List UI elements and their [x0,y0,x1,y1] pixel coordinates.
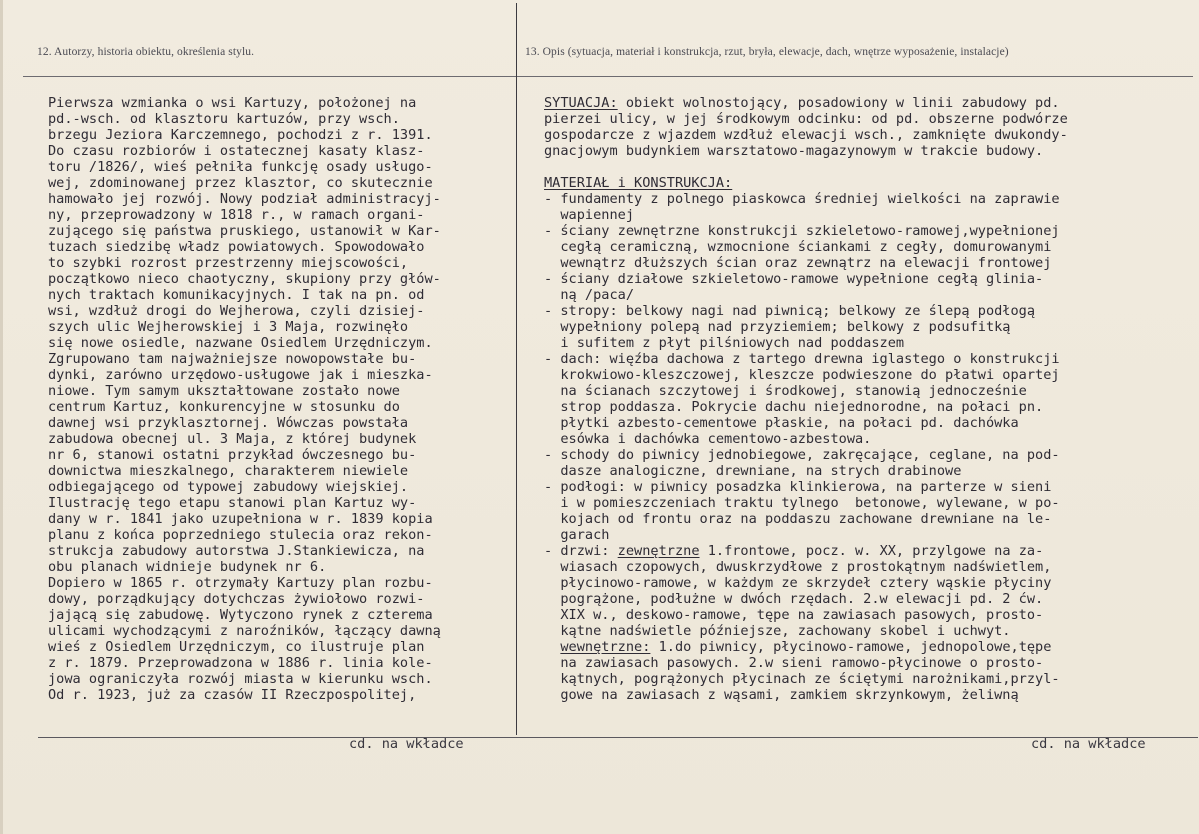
text-segment: - ściany zewnętrzne konstrukcji szkieletowo-ramowej,wypełnionej [544,223,1060,239]
description-line [544,111,1068,127]
history-line: wej, zdominowanej przez klasztor, co skutecznie [48,175,433,191]
column-divider [516,3,517,735]
text-segment: 1.frontowe, pocz. w. XX, przylgowe na za- [699,543,1044,559]
section-heading: wewnętrzne: [560,639,651,655]
text-segment: XIX w., deskowo-ramowe, tępe na zawiasach pasowych, prosto- [544,607,1044,623]
text-segment: wewnątrz dłuższych ścian oraz zewnątrz na elewacji frontowej [544,255,1052,271]
text-segment: - schody do piwnicy jednobiegowe, zakręcające, ceglane, na pod- [544,447,1060,463]
section-heading: zewnętrzne [617,543,700,559]
description-line [544,543,1068,559]
text-segment: ną /paca/ [544,287,635,303]
text-segment: - fundamenty z polnego piaskowca średniej wielkości na zaprawie [544,191,1060,207]
description-line [544,175,1068,191]
history-line: zującego się państwa pruskiego, ustanowił w Kar- [48,223,441,239]
history-line: tuzach siedzibę władz powiatowych. Spowodowało [48,239,425,255]
description-line [544,351,1068,367]
text-segment: krokwiowo-kleszczowej, kleszcze podwieszone do płatwi opartej [544,367,1060,383]
text-segment: - drzwi: [544,543,618,559]
text-segment: płycinowo-ramowe, w każdym ze skrzydeł cztery wąskie płyciny [544,575,1052,591]
history-line: centrum Kartuz, konkurencyjne w stosunku do [48,399,400,415]
history-line: Dopiero w 1865 r. otrzymały Kartuzy plan rozbu- [48,575,433,591]
description-line [544,463,1068,479]
description-line [544,303,1068,319]
history-line: z r. 1879. Przeprowadzona w 1886 r. linia kole- [48,655,433,671]
left-continued-note: cd. na wkładce [349,736,464,752]
description-line [544,671,1068,687]
text-segment: gowe na zawiasach z wąsami, zamkiem skrzynkowym, żeliwną [544,687,1019,703]
header-rule [23,76,1193,77]
text-segment: - podłogi: w piwnicy posadzka klinkierowa, na parterze w sieni [544,479,1052,495]
description-line [544,191,1068,207]
description-line [544,447,1068,463]
history-line: strukcja zabudowy autorstwa J.Stankiewicza, na [48,543,425,559]
description-line [544,335,1068,351]
history-line: odbiegającego od typowej zabudowy wiejskiej. [48,479,409,495]
description-line [544,399,1068,415]
text-segment: kątnych, pogrążonych płycinach ze ściętymi narożnikami,przyl- [544,671,1060,687]
history-line: zabudowa obecnej ul. 3 Maja, z której budynek [48,431,417,447]
history-line: Od r. 1923, już za czasów II Rzeczpospolitej, [48,687,417,703]
text-segment: wiasach czopowych, dwuskrzydłowe z prostokątnym nadświetlem, [544,559,1052,575]
history-line: Do czasu rozbiorów i ostatecznej kasaty klasz- [48,143,425,159]
history-line: niowe. Tym samym ukształtowane zostało nowe [48,383,400,399]
description-line [544,559,1068,575]
text-segment: na zawiasach pasowych. 2.w sieni ramowo-płycinowe o prosto- [544,655,1044,671]
history-line: nr 6, stanowi ostatni przykład ówczesnego bu- [48,447,417,463]
history-line: obu planach widnieje budynek nr 6. [48,559,327,575]
description-line [544,623,1068,639]
history-line: nych traktach komunikacyjnych. I tak na pn. od [48,287,425,303]
footer-rule [38,737,1198,738]
description-text [544,95,1068,703]
section-heading: MATERIAŁ i KONSTRUKCJA: [544,175,733,191]
history-line: planu z końca poprzedniego stulecia oraz rekon- [48,527,433,543]
description-line [544,415,1068,431]
text-segment [544,639,560,655]
text-segment: i sufitem z płyt pilśniowych nad poddaszem [544,335,905,351]
text-segment: kojach od frontu oraz na poddaszu zachowane drewniane na le- [544,511,1052,527]
text-segment: esówka i dachówka cementowo-azbestowa. [544,431,872,447]
history-line: ulicami wychodzącymi z naroźników, łączący dawną [48,623,441,639]
text-segment: - stropy: belkowy nagi nad piwnicą; belkowy ze ślepą podłogą [544,303,1036,319]
description-line [544,207,1068,223]
history-line: Pierwsza wzmianka o wsi Kartuzy, położonej na [48,95,417,111]
history-line: dowy, porządkujący dotychczas żywiołowo rozwi- [48,591,425,607]
section-13-header: 13. Opis (sytuacja, materiał i konstrukcja, rzut, bryła, elewacje, dach, wnętrze wyposażenie, instalacje) [525,46,1009,58]
section-12-header: 12. Autorzy, historia obiektu, określenia stylu. [37,46,255,58]
text-segment: i w pomieszczeniach traktu tylnego betonowe, wylewane, w po- [544,495,1060,511]
history-line: dany w r. 1841 jako uzupełniona w r. 1839 kopia [48,511,433,527]
description-line [544,591,1068,607]
text-segment: gnacjowym budynkiem warsztatowo-magazynowym w trakcie budowy. [544,143,1044,159]
history-line: downictwa mieszkalnego, charakterem niewiele [48,463,409,479]
history-line: pd.-wsch. od klasztoru kartuzów, przy wsch. [48,111,400,127]
history-line: toru /1826/, wieś pełniła funkcję osady usługo- [48,159,433,175]
description-line [544,159,1068,175]
text-segment: obiekt wolnostojący, posadowiony w linii zabudowy pd. [617,95,1060,111]
description-line [544,319,1068,335]
text-segment: garach [544,527,610,543]
description-line [544,479,1068,495]
history-line: brzegu Jeziora Karczemnego, pochodzi z r. 1391. [48,127,433,143]
text-segment: dasze analogiczne, drewniane, na strych drabinowe [544,463,962,479]
history-text [48,95,441,703]
description-line [544,655,1068,671]
description-line [544,575,1068,591]
text-segment: wapiennej [544,207,635,223]
description-line [544,687,1068,703]
history-line: początkowo nieco chaotyczny, skupiony przy głów- [48,271,441,287]
history-line: to szybki rozrost przestrzenny miejscowości, [48,255,409,271]
history-line: jowa ograniczyła rozwój miasta w kierunku wsch. [48,671,433,687]
description-line [544,95,1068,111]
description-line [544,127,1068,143]
description-line [544,511,1068,527]
text-segment: 1.do piwnicy, płycinowo-ramowe, jednopolowe,tępe [650,639,1052,655]
text-segment: - dach: więźba dachowa z tartego drewna iglastego o konstrukcji [544,351,1060,367]
history-line: Zgrupowano tam najważniejsze nowopowstałe bu- [48,351,417,367]
description-line [544,607,1068,623]
text-segment: cegłą ceramiczną, wzmocnione ściankami z cegły, domurowanymi [544,239,1052,255]
text-segment: na ścianach szczytowej i środkowej, stanowią jednocześnie [544,383,1027,399]
description-line [544,639,1068,655]
history-line: dawnej wsi przyklasztornej. Wówczas powstała [48,415,409,431]
history-line: hamowało jej rozwój. Nowy podział administracyj- [48,191,441,207]
text-segment: gospodarcze z wjazdem wzdłuż elewacji wsch., zamknięte dwukondy- [544,127,1068,143]
text-segment: pogrążone, podłużne w dwóch rzędach. 2.w elewacji pd. 2 ćw. [544,591,1044,607]
history-line: ny, przeprowadzony w 1818 r., w ramach organi- [48,207,425,223]
description-line [544,223,1068,239]
text-segment: płytki azbesto-cementowe płaskie, na połaci pd. dachówka [544,415,1019,431]
text-segment: kątne nadświetle późniejsze, zachowany skobel i uchwyt. [544,623,1011,639]
section-heading: SYTUACJA: [544,95,618,111]
text-segment: strop poddasza. Pokrycie dachu niejednorodne, na połaci pn. [544,399,1044,415]
description-line [544,527,1068,543]
description-line [544,255,1068,271]
description-line [544,495,1068,511]
description-line [544,383,1068,399]
history-line: szych ulic Wejherowskiej i 3 Maja, rozwinęło [48,319,409,335]
history-line: jającą się zabudowę. Wytyczono rynek z czterema [48,607,433,623]
description-line [544,271,1068,287]
history-line: wieś z Osiedlem Urzędniczym, co ilustruje plan [48,639,425,655]
text-segment: - ściany działowe szkieletowo-ramowe wypełnione cegłą glinia- [544,271,1044,287]
history-line: Ilustrację tego etapu stanowi plan Kartuz wy- [48,495,417,511]
description-line [544,239,1068,255]
description-line [544,367,1068,383]
text-segment: wypełniony polepą nad przyziemiem; belkowy z podsufitką [544,319,1011,335]
right-continued-note: cd. na wkładce [1031,736,1146,752]
description-line [544,143,1068,159]
description-line [544,431,1068,447]
history-line: dynki, zarówno urzędowo-usługowe jak i mieszka- [48,367,433,383]
text-segment: pierzei ulicy, w jej środkowym odcinku: od pd. obszerne podwórze [544,111,1068,127]
history-line: wsi, wzdłuż drogi do Wejherowa, czyli dzisiej- [48,303,425,319]
description-line [544,287,1068,303]
history-line: się nowe osiedle, nazwane Osiedlem Urzędniczym. [48,335,433,351]
